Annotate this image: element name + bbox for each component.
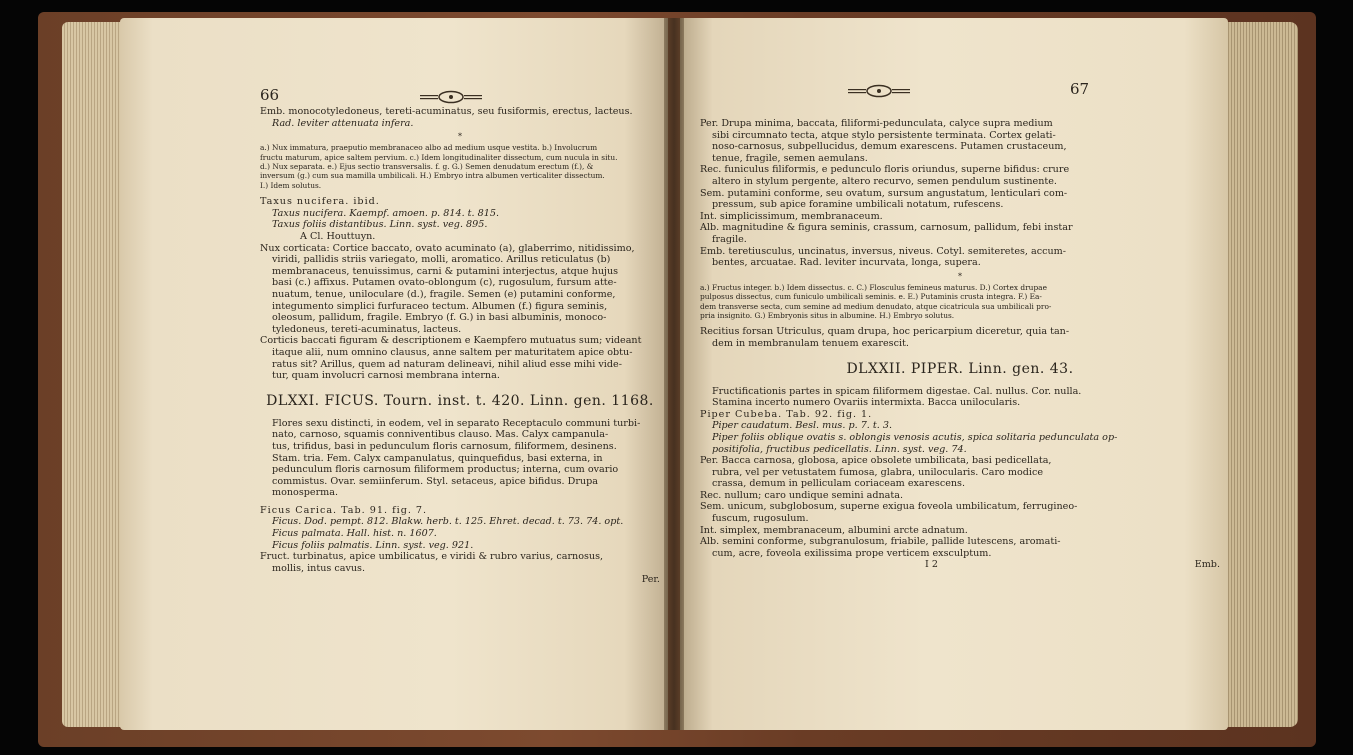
left-page-edges — [62, 22, 122, 727]
text-line: Alb. semini conforme, subgranulosum, friabile, pallide lutescens, aromati- — [700, 536, 1061, 548]
text-line: pressum, sub apice foramine umbilicali notatum, rufescens. — [712, 199, 1004, 211]
text-line: monosperma. — [272, 487, 339, 499]
text-line: noso-carnosus, subpellucidus, demum exarescens. Putamen crustaceum, — [712, 141, 1067, 153]
species-heading: Taxus nucifera. ibid. — [260, 196, 380, 208]
text-line: tur, quam involucri carnosi membrana interna. — [272, 370, 500, 382]
text-line: oleosum, pallidum, fragile. Embryo (f. G.) in basi albuminis, monoco- — [272, 312, 607, 324]
asterisk-divider: * — [958, 271, 962, 281]
catchword: Emb. — [1194, 559, 1220, 571]
book-gutter — [664, 18, 684, 730]
right-page — [680, 18, 1228, 730]
text-line: nato, carnoso, squamis conniventibus clauso. Mas. Calyx campanula- — [272, 429, 609, 441]
page-number-left: 66 — [260, 86, 280, 104]
species-heading: Ficus Carica. Tab. 91. fig. 7. — [260, 504, 428, 516]
text-line: Rec. funiculus filiformis, e pedunculo floris oriundus, superne bifidus: crure — [700, 164, 1070, 176]
signature-mark: I 2 — [925, 559, 938, 571]
species-heading: Piper Cubeba. Tab. 92. fig. 1. — [700, 408, 873, 420]
caption-line: dem transverse secta, cum semine ad medium denudato, atque cicatricula sua umbilicali pro- — [700, 301, 1052, 311]
text-line: Recitius forsan Utriculus, quam drupa, hoc pericarpium diceretur, quia tan- — [700, 326, 1070, 338]
text-line: Emb. teretiusculus, uncinatus, inversus, niveus. Cotyl. semiteretes, accum- — [700, 245, 1067, 257]
text-line: A Cl. Houttuyn. — [300, 231, 376, 242]
text-line: tenue, fragile, semen aemulans. — [712, 152, 868, 164]
text-line: Rad. leviter attenuata infera. — [272, 117, 414, 129]
caption-line: a.) Fructus integer. b.) Idem dissectus. c. C.) Flosculus femineus maturus. D.) Cortex drupae — [700, 282, 1047, 292]
text-line: tus, trifidus, basi in pedunculum floris carnosum, filiformem, desinens. — [272, 440, 617, 452]
synonym-line: Ficus. Dod. pempt. 812. Blakw. herb. t. 125. Ehret. decad. t. 73. 74. opt. — [272, 516, 624, 528]
text-line: mollis, intus cavus. — [272, 562, 366, 574]
synonym-line: Taxus foliis distantibus. Linn. syst. veg. 895. — [272, 219, 488, 231]
caption-line: I.) Idem solutus. — [260, 180, 322, 190]
text-line: Per. Drupa minima, baccata, filiformi-pedunculata, calyce supra medium — [700, 118, 1053, 129]
synonym-line: Piper caudatum. Besl. mus. p. 7. t. 3. — [712, 420, 893, 432]
caption-line: pulposus dissectus, cum funiculo umbilicali seminis. e. E.) Putaminis crusta integra. F.) Ea- — [700, 292, 1042, 302]
synonym-line: positifolia, fructibus pedicellatis. Linn. syst. veg. 74. — [712, 443, 967, 455]
text-line: basi (c.) affixus. Putamen ovato-oblongum (c), rugosulum, fursum atte- — [272, 277, 617, 289]
text-line: Nux corticata: Cortice baccato, ovato acuminato (a), glaberrimo, nitidissimo, — [260, 242, 635, 254]
asterisk-divider: * — [458, 132, 462, 142]
text-line: membranaceus, tenuissimus, carni & putamini interjectus, atque hujus — [272, 265, 619, 277]
caption-line: fructu maturum, apice saltem pervium. c.) Idem longitudinaliter dissectum, cum nucula in situ. — [260, 152, 618, 162]
synonym-line: Piper foliis oblique ovatis s. oblongis venosis acutis, spica solitaria pedunculata op- — [712, 431, 1118, 443]
text-line: Stam. tria. Fem. Calyx campanulatus, quinquefidus, basi externa, in — [272, 452, 603, 464]
text-line: integumento simplici furfuraceo tectum. Albumen (f.) figura seminis, — [272, 300, 608, 312]
text-line: commistus. Ovar. semiinferum. Styl. setaceus, apice bifidus. Drupa — [272, 475, 598, 487]
text-line: Per. Bacca carnosa, globosa, apice obsolete umbilicata, basi pedicellata, — [700, 455, 1052, 467]
text-line: Rec. nullum; caro undique semini adnata. — [700, 489, 903, 501]
text-line: Fructificationis partes in spicam filiformem digestae. Cal. nullus. Cor. nulla. — [712, 385, 1082, 397]
text-line: fuscum, rugosulum. — [712, 513, 809, 525]
text-line: viridi, pallidis striis variegato, molli, aromatico. Arillus reticulatus (b) — [272, 254, 611, 266]
synonym-line: Ficus foliis palmatis. Linn. syst. veg. 921. — [272, 539, 474, 551]
text-line: bentes, arcuatae. Rad. leviter incurvata, longa, supera. — [712, 257, 981, 269]
synonym-line: Ficus palmata. Hall. hist. n. 1607. — [272, 528, 437, 540]
caption-line: d.) Nux separata. e.) Ejus sectio transversalis. f. g. G.) Semen denudatum erectum (f.), & — [260, 162, 594, 171]
text-line: ratus sit? Arillus, quem ad naturam delineavi, nihil aliud esse mihi vide- — [272, 358, 622, 370]
text-line: Sem. unicum, subglobosum, superne exigua foveola umbilicatum, ferrugineo- — [700, 501, 1078, 513]
page-number-right: 67 — [1070, 80, 1090, 98]
text-line: tyledoneus, tereti-acuminatus, lacteus. — [272, 323, 462, 335]
text-line: cum, acre, foveola exilissima prope verticem exsculptum. — [712, 547, 992, 559]
caption-line: a.) Nux immatura, praeputio membranaceo albo ad medium usque vestita. b.) Involucrum — [260, 143, 598, 153]
text-line: pedunculum floris carnosum filiformem productus; interna, cum ovario — [272, 464, 619, 476]
text-line: fragile. — [712, 233, 747, 245]
left-page-text — [260, 88, 660, 586]
caption-line: inversum (g.) cum sua mamilla umbilicali. H.) Embryo intra albumen verticaliter dissectum. — [260, 171, 605, 181]
text-line: dem in membranulam tenuem exarescit. — [712, 337, 909, 349]
text-line: Int. simplex, membranaceum, albumini arcte adnatum. — [700, 524, 968, 536]
text-line: Flores sexu distincti, in eodem, vel in separato Receptaculo communi turbi- — [272, 417, 641, 429]
text-line: rubra, vel per vetustatem fumosa, glabra, unilocularis. Caro modice — [712, 466, 1044, 478]
text-line: nuatum, tenue, uniloculare (d.), fragile. Semen (e) putamini conforme, — [272, 288, 616, 300]
text-line: Emb. monocotyledoneus, tereti-acuminatus, seu fusiformis, erectus, lacteus. — [260, 106, 633, 117]
left-page — [120, 18, 668, 730]
right-page-edges — [1226, 22, 1298, 727]
text-line: Int. simplicissimum, membranaceum. — [700, 210, 883, 222]
synonym-line: Taxus nucifera. Kaempf. amoen. p. 814. t. 815. — [272, 207, 499, 219]
genus-heading-piper: DLXXII. PIPER. Linn. gen. 43. — [846, 360, 1074, 377]
genus-heading-ficus: DLXXI. FICUS. Tourn. inst. t. 420. Linn. gen. 1168. — [266, 392, 654, 409]
text-line: altero in stylum pergente, altero recurvo, semen pendulum sustinente. — [712, 175, 1057, 187]
catchword: Per. — [641, 574, 660, 586]
text-line: Sem. putamini conforme, seu ovatum, sursum angustatum, lenticulari com- — [700, 187, 1068, 199]
text-line: sibi circumnato tecta, atque stylo persistente terminata. Cortex gelati- — [712, 129, 1056, 141]
right-page-text — [700, 90, 1220, 571]
text-line: crassa, demum in pelliculam coriaceam exarescens. — [712, 478, 966, 490]
text-line: Fruct. turbinatus, apice umbilicatus, e viridi & rubro varius, carnosus, — [260, 551, 604, 563]
text-line: Alb. magnitudine & figura seminis, crassum, carnosum, pallidum, febi instar — [700, 222, 1073, 234]
text-line: Corticis baccati figuram & descriptionem e Kaempfero mutuatus sum; videant — [260, 335, 642, 347]
text-line: Stamina incerto numero Ovariis intermixta. Bacca unilocularis. — [712, 397, 1021, 409]
text-line: itaque alii, num omnino clausus, anne saltem per maturitatem apice obtu- — [272, 346, 633, 358]
caption-line: pria insignito. G.) Embryonis situs in albumine. H.) Embryo solutus. — [700, 310, 955, 320]
